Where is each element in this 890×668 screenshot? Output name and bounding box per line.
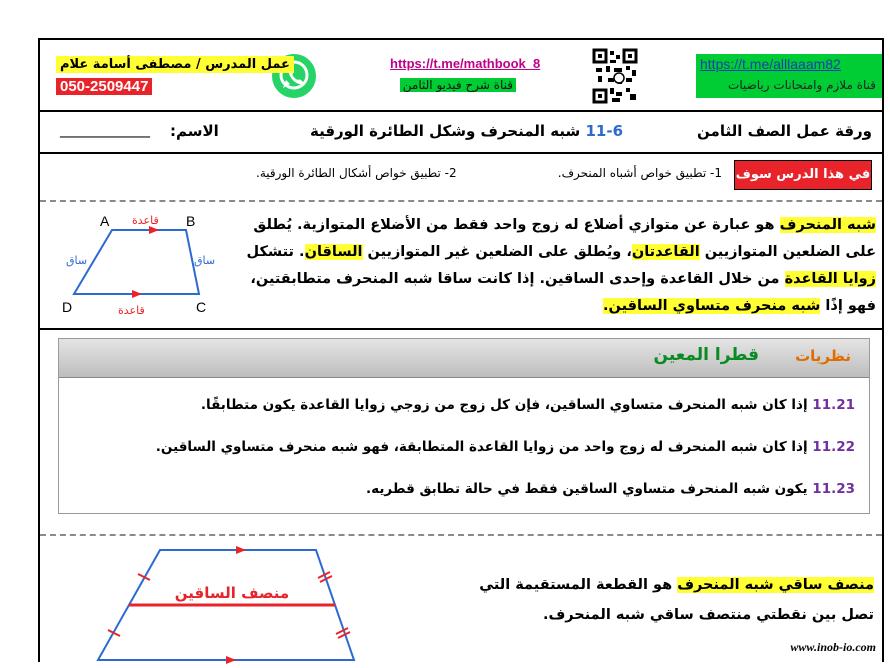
telegram-channel-1: قناة شرح فيديو الثامن — [400, 78, 516, 92]
theorem-item — [366, 481, 855, 497]
teacher-label: عمل المدرس / مصطفى أسامة علام — [56, 56, 294, 73]
objectives-label: في هذا الدرس سوف أتعلم: — [734, 160, 872, 190]
theorems-box — [58, 338, 870, 514]
lesson-number: 11-6 — [585, 122, 624, 140]
term-base-angles: زوايا القاعدة — [784, 271, 876, 287]
vertex-B: B — [186, 213, 196, 229]
divider-objectives — [40, 200, 882, 202]
worksheet-label: ورقة عمل الصف الثامن — [697, 122, 872, 140]
label-left-leg: ساق — [66, 254, 88, 267]
label-right-leg: ساق — [194, 254, 216, 267]
definition-paragraph — [226, 212, 876, 320]
def-text-4: من خلال القاعدة وإحدى الساقين. إذا كانت ساقا شبه المنحرف متطابقتين، فهو إذًا — [250, 271, 876, 314]
divider-definition — [40, 328, 882, 330]
arrow-top-base — [149, 226, 159, 234]
objective-1: 1- تطبيق خواص أشباه المنحرف. — [557, 166, 722, 180]
name-blank[interactable]: ____________ — [60, 120, 150, 138]
qr-code — [592, 48, 638, 108]
arrow-bottom — [226, 656, 236, 664]
theorem-text: إذا كان شبه المنحرف له زوج واحد من زوايا القاعدة المتطابقة، فهو شبه منحرف متساوي الساقين. — [155, 439, 808, 455]
telegram-channel-2: قناة ملازم وامتحانات رياضيات — [728, 78, 876, 92]
term-legs: الساقان — [304, 244, 363, 260]
label-bottom-base: قاعدة — [118, 304, 145, 317]
vertex-C: C — [196, 299, 207, 315]
trapezoid-figure — [54, 208, 224, 322]
vertex-D: D — [62, 299, 73, 315]
worksheet-page — [38, 38, 884, 662]
theorem-number: 11.21 — [812, 397, 855, 413]
def-text-2: ، ويُطلق على الضلعين غير المتوازيين — [362, 244, 632, 260]
theorem-item — [201, 397, 855, 413]
theorem-number: 11.22 — [812, 439, 855, 455]
def-text-1: هو عبارة عن متوازي أضلاع له زوج واحد فقط من الأضلاع المتوازية. يُطلق على الضلعين المتوازيين — [253, 217, 876, 260]
term-trapezoid: شبه المنحرف — [779, 217, 876, 233]
midsegment-paragraph — [460, 570, 874, 630]
footer-site[interactable]: www.inob-io.com — [790, 640, 876, 654]
arrow-bottom-base — [132, 290, 142, 298]
divider-header — [40, 110, 882, 112]
def-text-3: . تتشكل — [246, 244, 305, 260]
objective-2: 2- تطبيق خواص أشكال الطائرة الورقية. — [256, 166, 457, 180]
theorem-text: يكون شبه المنحرف متساوي الساقين فقط في حالة تطابق قطريه. — [366, 481, 808, 497]
theorems-header — [59, 339, 869, 378]
theorem-number: 11.23 — [812, 481, 855, 497]
theorems-label: نظريات — [795, 347, 851, 365]
label-top-base: قاعدة — [132, 214, 159, 227]
telegram-link-2[interactable]: https://t.me/alllaaam82 — [700, 56, 841, 72]
midsegment-text: هو القطعة المستقيمة التي تصل بين نقطتي منتصف ساقي شبه المنحرف. — [479, 577, 874, 623]
lesson-title-wrap — [310, 122, 623, 140]
term-midsegment: منصف ساقي شبه المنحرف — [677, 577, 874, 593]
theorem-item — [156, 439, 855, 455]
phone-number: 050-2509447 — [56, 78, 152, 95]
theorem-text: إذا كان شبه المنحرف متساوي الساقين، فإن كل زوج من زوجي زوايا القاعدة يكون متطابقًا. — [200, 397, 808, 413]
telegram-box-1[interactable] — [390, 56, 541, 98]
divider-theorems — [40, 534, 882, 536]
lesson-title: شبه المنحرف وشكل الطائرة الورقية — [310, 122, 581, 140]
telegram-link-1[interactable]: https://t.me/mathbook_8 — [390, 56, 541, 71]
midsegment-figure — [54, 544, 384, 668]
arrow-top — [236, 546, 246, 554]
theorems-title: قطرا المعين — [653, 345, 759, 365]
term-bases: القاعدتان — [631, 244, 700, 260]
divider-title — [40, 152, 882, 154]
midsegment-figure-label: منصف الساقين — [174, 584, 290, 602]
telegram-box-2[interactable] — [696, 54, 882, 98]
vertex-A: A — [100, 213, 110, 229]
name-label: الاسم: — [170, 122, 219, 140]
term-isosceles: شبه منحرف متساوي الساقين. — [603, 298, 821, 314]
